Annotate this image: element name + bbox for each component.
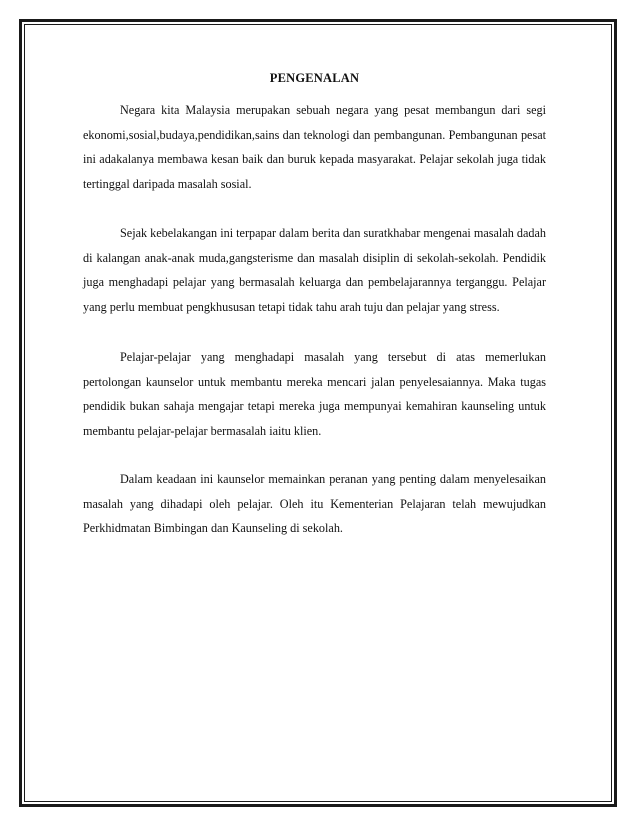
document-title: PENGENALAN (269, 71, 360, 85)
document-body (83, 70, 546, 566)
paragraph-4: Dalam keadaan ini kaunselor memainkan peranan yang penting dalam menyelesaikan masalah yang dihadapi oleh pelajar. Oleh itu Kementerian Pelajaran telah mewujudkan Perkhidmatan Bimbingan dan Kaunseling di sekolah. (83, 472, 546, 535)
paragraph-1: Negara kita Malaysia merupakan sebuah negara yang pesat membangun dari segi ekonomi,sosial,budaya,pendidikan,sains dan teknologi dan pembangunan. Pembangunan pesat ini adakalanya membawa kesan baik dan buruk kepada masyarakat. Pelajar sekolah juga tidak tertinggal daripada masalah sosial. (83, 103, 546, 191)
paragraph-2: Sejak kebelakangan ini terpapar dalam berita dan suratkhabar mengenai masalah dadah di kalangan anak-anak muda,gangsterisme dan masalah disiplin di sekolah-sekolah. Pendidik juga menghadapi pelajar yang bermasalah keluarga dan pembelajarannya terganggu. Pelajar yang perlu membuat pengkhususan tetapi tidak tahu arah tuju dan pelajar yang stress. (83, 226, 546, 314)
paragraph-3: Pelajar-pelajar yang menghadapi masalah yang tersebut di atas memerlukan pertolongan kaunselor untuk membantu mereka mencari jalan penyelesaiannya. Maka tugas pendidik bukan sahaja mengajar tetapi mereka juga mempunyai kemahiran kaunseling untuk membantu pelajar-pelajar bermasalah iaitu klien. (83, 350, 546, 438)
